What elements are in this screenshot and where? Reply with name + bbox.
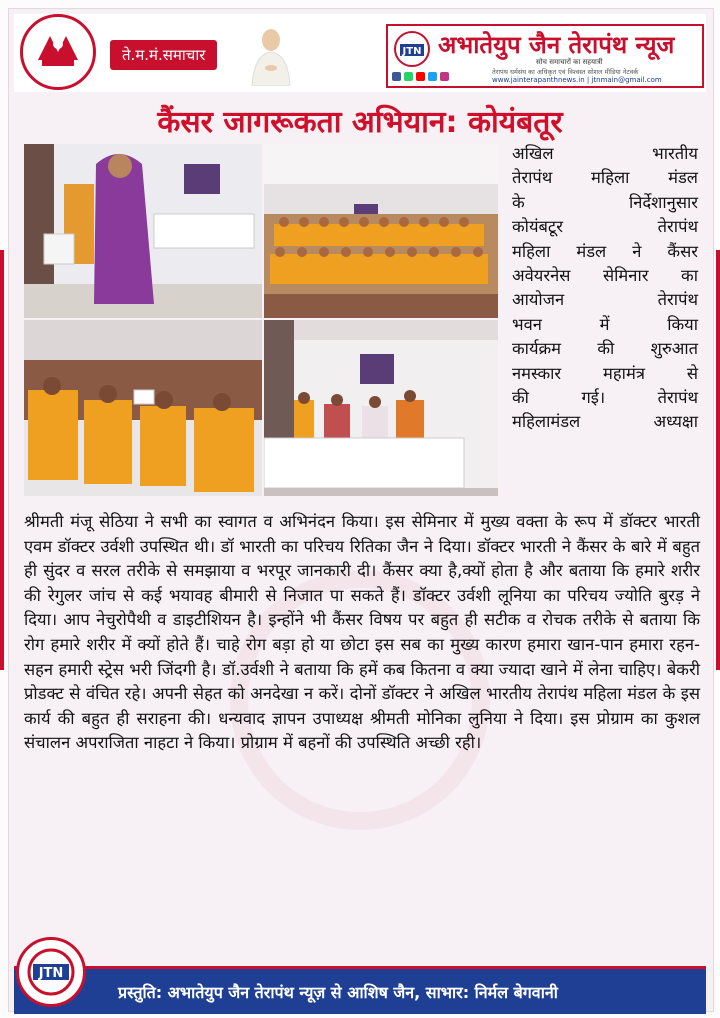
side-line: कोयंबटूर तेरापंथ: [512, 217, 698, 237]
jtn-logo-icon: [392, 30, 432, 68]
side-line: महिलामंडल अध्यक्षा: [512, 412, 698, 432]
side-line: महिला मंडल ने कैंसर: [512, 241, 698, 261]
side-line: के निर्देशानुसार: [512, 192, 698, 212]
side-line: अवेयरनेस सेमिनार का: [512, 266, 698, 286]
brand-website: www.jainterapanthnews.in | jtnmain@gmail.com: [492, 76, 662, 84]
photo-group: [264, 144, 498, 318]
side-line: भवन में किया: [512, 314, 698, 334]
article-body: श्रीमती मंजू सेठिया ने सभी का स्वागत व अभिनंदन किया। इस सेमिनार में मुख्य वक्ता के रूप में डॉक्टर भारती एवम डॉक्टर उर्वशी उपस्थित थी। डॉ भारती का परिचय रितिका जैन ने दिया। डॉक्टर भारती ने कैंसर के बारे में बहुत ही सुंदर व सरल तरीके से समझाया व भरपूर जानकारी दी। कैंसर क्या है,क्यों होता है और बताया कि हमारे शरीर की रेगुलर जांच से कई भयावह बीमारी से निजात पा सकते हैं। डॉक्टर उर्वशी लूनिया का परिचय ज्योति बुरड़ ने दिया। आप नेचुरोपैथी व डाइटीशियन है। इन्होंने भी कैंसर विषय पर बहुत ही सटीक व रोचक तरीके से बताया कि रोग हमारे शरीर में क्यों होते हैं। चाहे रोग बड़ा हो या छोटा इस सब का मुख्य कारण हमारा खान-पान हमारा रहन-सहन हमारी स्ट्रेस भरी जिंदगी है। डॉ.उर्वशी ने बताया कि हमें कब कितना व क्या ज्यादा खाने में लेना चाहिए। बेकरी प्रोडक्ट से वंचित रहे। अपनी सेहत को अनदेखा न करें। दोनों डॉक्टर ने अखिल भारतीय तेरापंथ महिला मंडल के इस कार्य की बहुत ही सराहना की। धन्यवाद ज्ञापन उपाध्यक्ष श्रीमती मोनिका लुनिया ने दिया। इस प्रोग्राम का कुशल संचालन अपराजिता नाहटा ने किया। प्रोग्राम में बहनों की उपस्थिति अच्छी रही।: [24, 512, 700, 753]
whatsapp-icon[interactable]: [404, 72, 413, 81]
jtn-brand-banner: [386, 24, 704, 88]
social-icons: [392, 72, 449, 81]
left-accent-bar: [0, 250, 4, 670]
side-line: आयोजन तेरापंथ: [512, 290, 698, 310]
jtn-footer-logo-icon: [16, 937, 86, 1007]
svg-text:JTN: JTN: [402, 46, 422, 57]
side-line: अखिल भारतीय: [512, 144, 698, 163]
youtube-icon[interactable]: [416, 72, 425, 81]
acharya-portrait-icon: [246, 24, 296, 86]
facebook-icon[interactable]: [392, 72, 401, 81]
side-line: नमस्कार महामंत्र से: [512, 363, 698, 383]
twitter-icon[interactable]: [428, 72, 437, 81]
brand-tagline: सोच समाचारों का सहयात्री: [536, 58, 603, 66]
footer-credit: प्रस्तुति: अभातेयुप जैन तेरापंथ न्यूज़ से आशिष जैन, साभार: निर्मल बेगवानी: [118, 983, 558, 1002]
side-line: कार्यक्रम की शुरुआत: [512, 339, 698, 359]
side-paragraph: [512, 142, 698, 435]
svg-text:JTN: JTN: [38, 966, 64, 981]
page-title: कैंसर जागरूकता अभियान: कोयंबतूर: [157, 105, 563, 140]
side-line: तेरापंथ महिला मंडल: [512, 168, 698, 188]
tmm-logo-icon: [20, 14, 96, 90]
photo-speaker: [24, 144, 262, 318]
brand-subtitle: तेरापंथ धर्मसंघ का अधिकृत एवं विश्वस्त सोशल मीडिया नेटवर्क: [492, 68, 639, 76]
photo-audience: [24, 320, 262, 496]
instagram-icon[interactable]: [440, 72, 449, 81]
side-line: की गई। तेरापंथ: [512, 388, 698, 408]
tmm-news-badge: ते.म.मं.समाचार: [110, 40, 217, 70]
brand-title: अभातेयुप जैन तेरापंथ न्यूज: [438, 31, 675, 59]
right-accent-bar: [716, 250, 720, 670]
photo-dais: [264, 320, 498, 496]
header: [14, 14, 706, 92]
